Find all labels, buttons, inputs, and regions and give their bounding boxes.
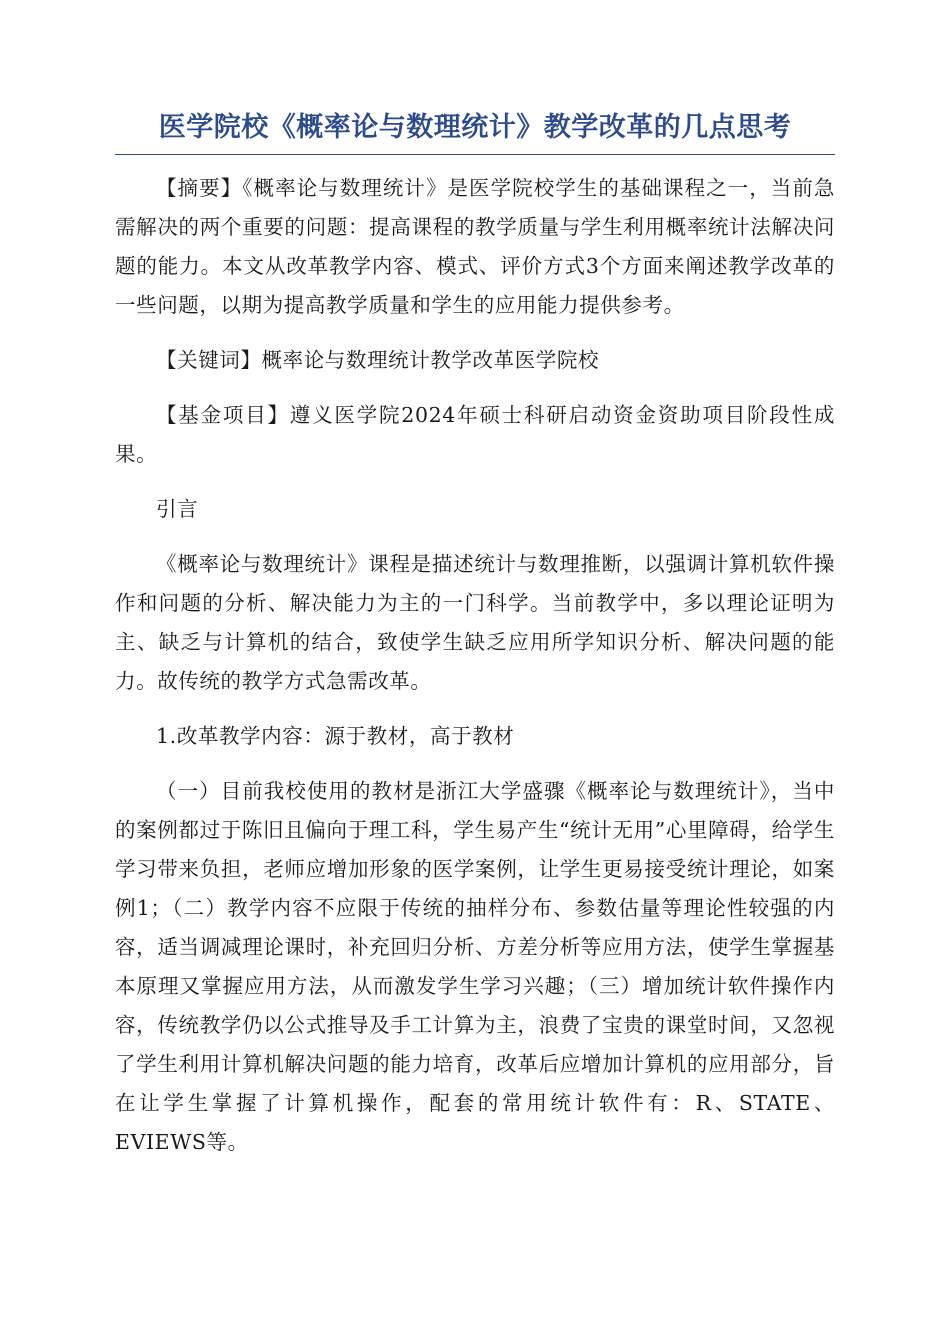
section-1-paragraph: （一）目前我校使用的教材是浙江大学盛骤《概率论与数理统计》，当中的案例都过于陈旧且偏向于理工科，学生易产生“统计无用”心里障碍，给学生学习带来负担，老师应增加形象的医学案例，让学生更易接受统计理论，如案例1；（二）教学内容不应限于传统的抽样分布、参数估量等理论性较强的内容，适当调减理论课时，补充回归分析、方差分析等应用方法，使学生掌握基本原理又掌握应用方法，从而激发学生学习兴趣；（三）增加统计软件操作内容，传统教学仍以公式推导及手工计算为主，浪费了宝贵的课堂时间，又忽视了学生利用计算机解决问题的能力培育，改革后应增加计算机的应用部分，旨在让学生掌握了计算机操作，配套的常用统计软件有：R、STATE、EVIEWS等。 bbox=[115, 779, 835, 1154]
abstract-paragraph: 【摘要】《概率论与数理统计》是医学院校学生的基础课程之一，当前急需解决的两个重要的问题：提高课程的教学质量与学生利用概率统计法解决问题的能力。本文从改革教学内容、模式、评价方式3个方面来阐述教学改革的一些问题，以期为提高教学质量和学生的应用能力提供参考。 bbox=[115, 176, 835, 317]
introduction-heading: 引言 bbox=[156, 497, 199, 521]
funding-paragraph: 【基金项目】遵义医学院2024年硕士科研启动资金资助项目阶段性成果。 bbox=[115, 403, 835, 466]
keywords-paragraph: 【关键词】概率论与数理统计教学改革医学院校 bbox=[156, 348, 600, 372]
section-1-heading: 1.改革教学内容：源于教材，高于教材 bbox=[156, 724, 515, 748]
document-title: 医学院校《概率论与数理统计》教学改革的几点思考 bbox=[115, 108, 835, 155]
document-page bbox=[115, 108, 835, 1178]
introduction-paragraph: 《概率论与数理统计》课程是描述统计与数理推断，以强调计算机软件操作和问题的分析、解决能力为主的一门科学。当前教学中，多以理论证明为主、缺乏与计算机的结合，致使学生缺乏应用所学知识分析、解决问题的能力。故传统的教学方式急需改革。 bbox=[115, 552, 835, 693]
